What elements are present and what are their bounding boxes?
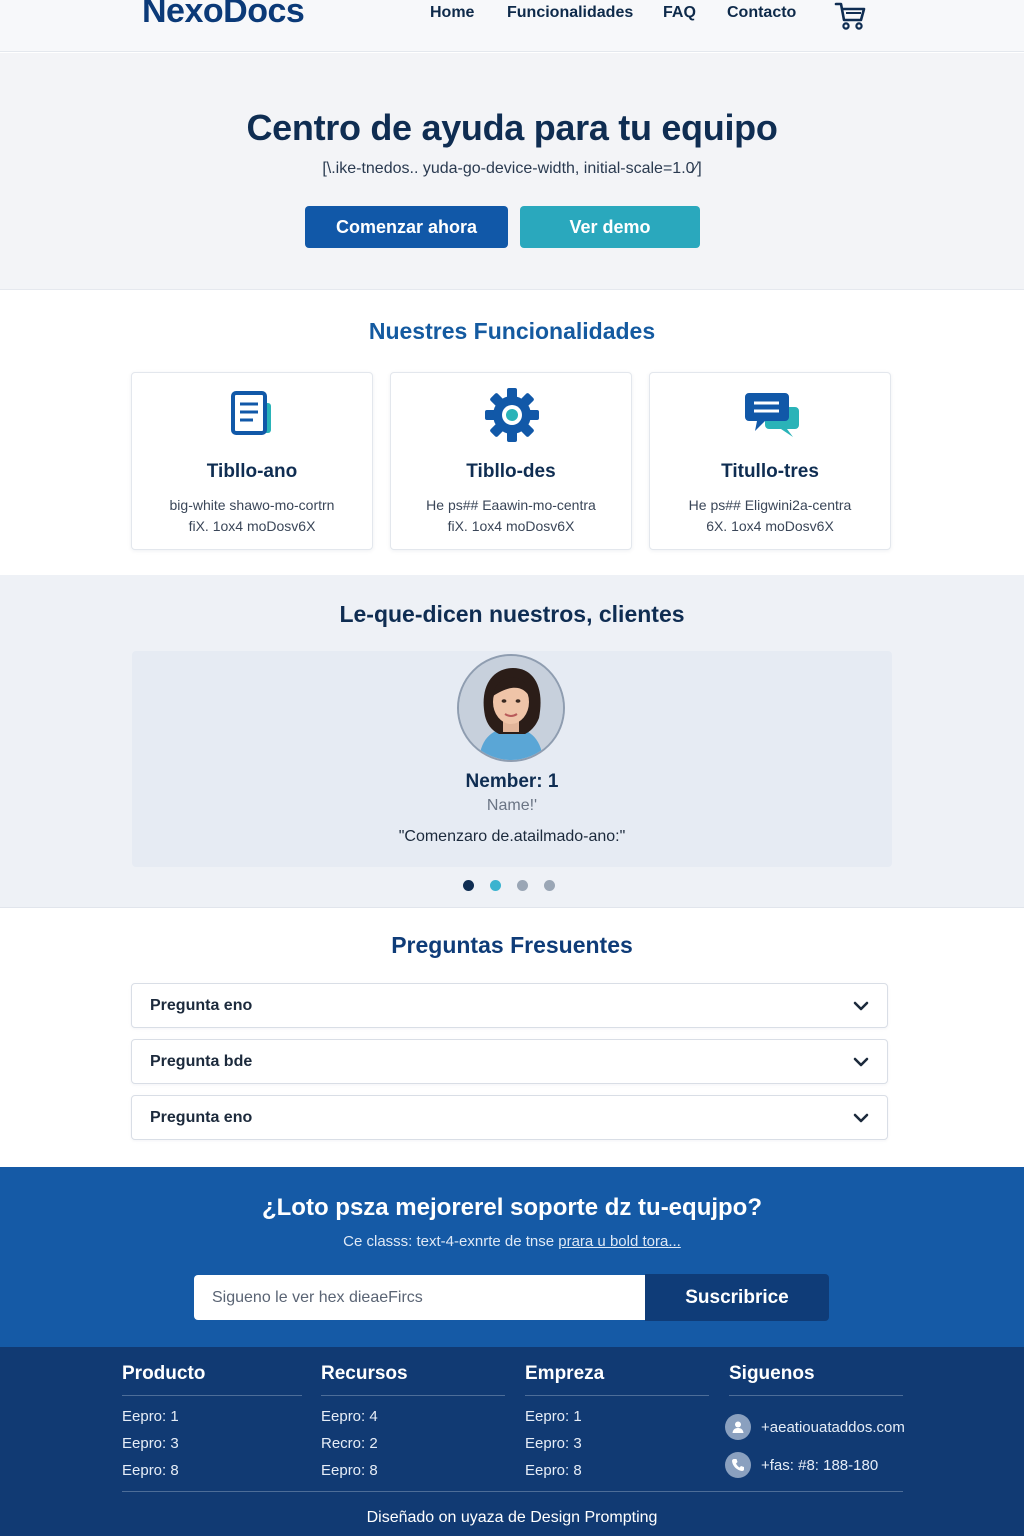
footer-link[interactable]: Eepro: 3: [122, 1435, 179, 1452]
social-email[interactable]: [729, 1408, 903, 1446]
feature-desc: [132, 495, 372, 537]
cta-subtitle-text: Ce classs: text-4-exnrte de tnse: [343, 1233, 559, 1250]
testimonials-section: [0, 575, 1024, 908]
nav-funcionalidades[interactable]: Funcionalidades: [507, 4, 634, 21]
footer-column-title: Recursos: [321, 1363, 505, 1396]
feature-title: Tibllo-des: [466, 461, 556, 482]
logo[interactable]: NexoDocs: [142, 0, 305, 30]
cta-section: [0, 1167, 1024, 1347]
testimonial-quote: "Comenzaro de.atailmado-ano:": [398, 828, 626, 845]
feature-desc-line: 6X. 1ox4 moDosv6X: [706, 518, 834, 534]
hero-subtitle: [\.ike-tnedos.. yuda-go-device-width, initial-scale=1.0⁄]: [322, 160, 702, 177]
gear-icon: [482, 387, 542, 443]
testimonial-card: [132, 651, 892, 867]
feature-card: [649, 372, 891, 550]
cta-subtitle-link[interactable]: prara u bold tora...: [558, 1233, 681, 1250]
footer-link[interactable]: Eepro: 1: [122, 1408, 179, 1425]
feature-desc-line: fiX. 1ox4 moDosv6X: [447, 518, 575, 534]
feature-desc-line: He ps## Eligwini2a-centra: [688, 497, 852, 513]
user-icon: [725, 1414, 751, 1440]
phone-icon: [725, 1452, 751, 1478]
faq-section: [0, 909, 1024, 1167]
carousel-dot[interactable]: [490, 880, 501, 891]
nav-faq[interactable]: FAQ: [663, 4, 696, 21]
feature-desc-line: He ps## Eaawin-mo-centra: [426, 497, 596, 513]
faq-item[interactable]: [131, 983, 888, 1028]
footer-link[interactable]: Eepro: 8: [321, 1462, 378, 1479]
feature-desc: [650, 495, 890, 537]
carousel-dot[interactable]: [463, 880, 474, 891]
site-header: [0, 0, 1024, 52]
start-now-button[interactable]: Comenzar ahora: [305, 206, 508, 248]
cta-subtitle: [0, 1233, 1024, 1250]
testimonial-role: Name!': [486, 797, 538, 814]
email-input[interactable]: [194, 1275, 646, 1320]
hero-section: [0, 53, 1024, 290]
view-demo-button[interactable]: Ver demo: [520, 206, 700, 248]
feature-desc: [391, 495, 631, 537]
site-footer: [0, 1347, 1024, 1536]
avatar: [457, 654, 565, 762]
chat-icon: [741, 387, 801, 443]
carousel-dot[interactable]: [544, 880, 555, 891]
footer-column-title: Producto: [122, 1363, 302, 1396]
feature-desc-line: big-white shawo-mo-cortrn: [169, 497, 335, 513]
chevron-down-icon: [853, 999, 869, 1013]
features-title: Nuestres Funcionalidades: [368, 318, 656, 344]
nav-contacto[interactable]: Contacto: [727, 4, 797, 21]
feature-card: [131, 372, 373, 550]
footer-link[interactable]: Recro: 2: [321, 1435, 378, 1452]
faq-question: Pregunta bde: [150, 1053, 253, 1070]
footer-column-title: Empreza: [525, 1363, 709, 1396]
feature-title: Titullo-tres: [721, 461, 819, 482]
faq-question: Pregunta eno: [150, 1109, 253, 1126]
testimonial-name: Nember: 1: [465, 771, 559, 792]
testimonials-title: Le-que-dicen nuestros, clientes: [339, 601, 685, 627]
cart-icon[interactable]: [834, 0, 868, 32]
hero-title: Centro de ayuda para tu equipo: [246, 107, 778, 148]
feature-desc-line: fiX. 1ox4 moDosv6X: [188, 518, 316, 534]
social-phone[interactable]: [729, 1446, 903, 1484]
faq-item[interactable]: [131, 1095, 888, 1140]
features-section: [0, 291, 1024, 575]
footer-link[interactable]: Eepro: 4: [321, 1408, 378, 1425]
faq-title: Preguntas Fresuentes: [391, 932, 633, 958]
social-phone-text: +fas: #8: 188-180: [761, 1456, 879, 1474]
carousel-dots: [463, 880, 555, 891]
faq-item[interactable]: [131, 1039, 888, 1084]
person-portrait-icon: [459, 656, 563, 760]
feature-card: [390, 372, 632, 550]
footer-column-recursos: [321, 1363, 505, 1489]
footer-link[interactable]: Eepro: 3: [525, 1435, 582, 1452]
nav-home[interactable]: Home: [430, 4, 475, 21]
footer-credit: Diseñado on uyaza de Design Prompting: [366, 1509, 658, 1526]
subscribe-button[interactable]: Suscribrice: [645, 1274, 829, 1321]
faq-question: Pregunta eno: [150, 997, 253, 1014]
document-icon: [223, 387, 283, 443]
footer-link[interactable]: Eepro: 8: [525, 1462, 582, 1479]
cta-title: ¿Loto psza mejorerel soporte dz tu-equjpo?: [261, 1194, 762, 1221]
carousel-dot[interactable]: [517, 880, 528, 891]
chevron-down-icon: [853, 1111, 869, 1125]
footer-link[interactable]: Eepro: 8: [122, 1462, 179, 1479]
footer-column-empresa: [525, 1363, 709, 1489]
footer-divider: [122, 1491, 903, 1492]
footer-link[interactable]: Eepro: 1: [525, 1408, 582, 1425]
chevron-down-icon: [853, 1055, 869, 1069]
footer-column-social: [729, 1363, 903, 1484]
social-email-text: +aeatiouataddos.com: [761, 1418, 905, 1436]
footer-column-producto: [122, 1363, 302, 1489]
feature-title: Tibllo-ano: [206, 461, 298, 482]
footer-column-title: Siguenos: [729, 1363, 903, 1396]
